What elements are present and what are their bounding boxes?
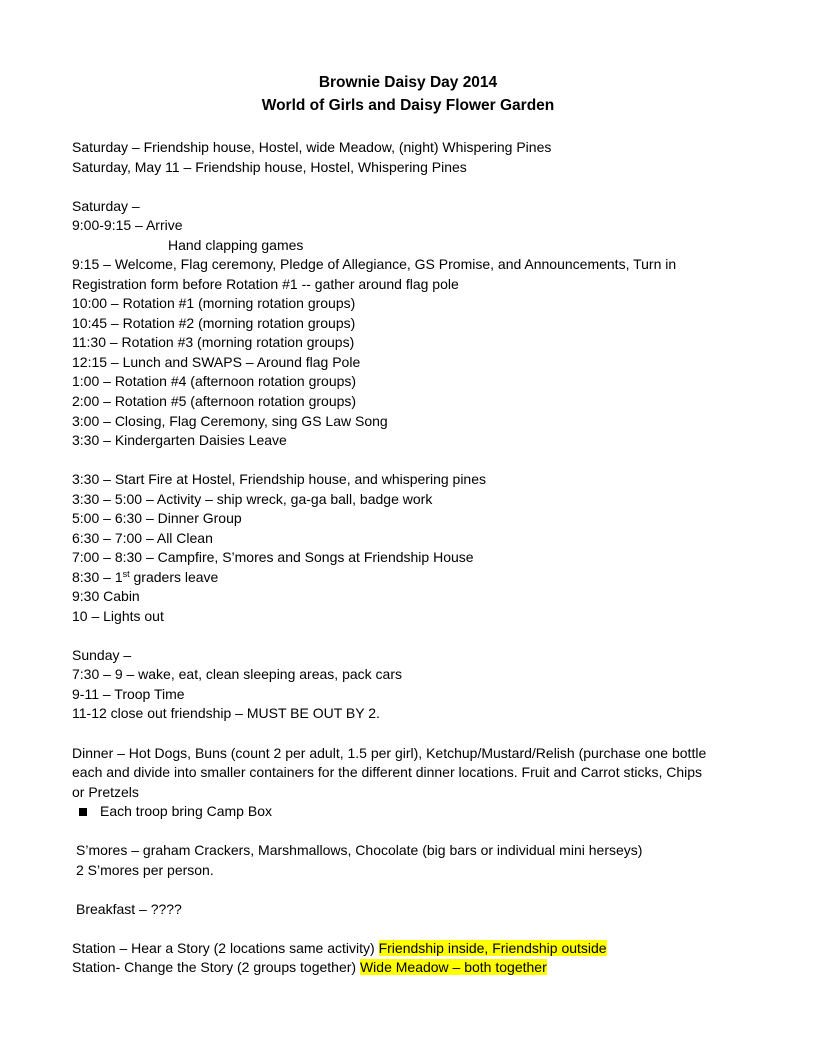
schedule-subitem-hand-clapping: Hand clapping games: [168, 237, 304, 253]
sunday-item: 9-11 – Troop Time: [72, 686, 185, 702]
station-location-highlight: Wide Meadow – both together: [359, 959, 547, 975]
schedule-item: 10:45 – Rotation #2 (morning rotation groups): [72, 315, 356, 331]
evening-item-first-graders: [72, 569, 218, 585]
schedule-item: 1:00 – Rotation #4 (afternoon rotation groups): [72, 373, 357, 389]
dinner-bullet-item: Each troop bring Camp Box: [100, 803, 272, 819]
smores-line: 2 S’mores per person.: [76, 862, 214, 878]
sunday-item: 11-12 close out friendship – MUST BE OUT BY 2.: [72, 705, 380, 721]
saturday-heading: Saturday –: [72, 198, 140, 214]
sunday-item: 7:30 – 9 – wake, eat, clean sleeping areas, pack cars: [72, 666, 402, 682]
schedule-item: 11:30 – Rotation #3 (morning rotation groups): [72, 334, 355, 350]
ordinal-suffix: st: [122, 569, 130, 579]
first-graders-prefix: 8:30 – 1: [72, 569, 123, 585]
schedule-item: 12:15 – Lunch and SWAPS – Around flag Pole: [72, 354, 361, 370]
intro-line: Saturday – Friendship house, Hostel, wide Meadow, (night) Whispering Pines: [72, 139, 552, 155]
evening-item: 6:30 – 7:00 – All Clean: [72, 530, 213, 546]
intro-line: Saturday, May 11 – Friendship house, Hostel, Whispering Pines: [72, 159, 467, 175]
square-bullet-icon: [79, 808, 87, 816]
station-text: Station – Hear a Story (2 locations same activity): [72, 940, 379, 956]
dinner-line: each and divide into smaller containers for the different dinner locations. Fruit and Carrot sticks, Chips: [72, 764, 703, 780]
evening-item: 3:30 – 5:00 – Activity – ship wreck, ga-ga ball, badge work: [72, 491, 433, 507]
breakfast-line: Breakfast – ????: [76, 901, 182, 917]
schedule-item: 10:00 – Rotation #1 (morning rotation groups): [72, 295, 356, 311]
schedule-item-arrive: 9:00-9:15 – Arrive: [72, 217, 183, 233]
station-location-highlight: Friendship inside, Friendship outside: [378, 940, 607, 956]
evening-item-lights-out: 10 – Lights out: [72, 608, 164, 624]
schedule-item: 3:30 – Kindergarten Daisies Leave: [72, 432, 287, 448]
schedule-item-welcome-continued: Registration form before Rotation #1 -- gather around flag pole: [72, 276, 459, 292]
first-graders-suffix: graders leave: [129, 569, 219, 585]
dinner-line: Dinner – Hot Dogs, Buns (count 2 per adult, 1.5 per girl), Ketchup/Mustard/Relish (purchase one bottle: [72, 745, 707, 761]
station-text: Station- Change the Story (2 groups together): [72, 959, 360, 975]
evening-item: 7:00 – 8:30 – Campfire, S’mores and Songs at Friendship House: [72, 549, 474, 565]
document-subtitle: World of Girls and Daisy Flower Garden: [261, 97, 555, 114]
dinner-line: or Pretzels: [72, 784, 139, 800]
evening-item: 5:00 – 6:30 – Dinner Group: [72, 510, 242, 526]
schedule-item: 2:00 – Rotation #5 (afternoon rotation groups): [72, 393, 357, 409]
evening-item: 3:30 – Start Fire at Hostel, Friendship house, and whispering pines: [72, 471, 487, 487]
station-line: [72, 959, 547, 975]
station-line: [72, 940, 607, 956]
document-title: Brownie Daisy Day 2014: [318, 74, 498, 91]
evening-item-cabin: 9:30 Cabin: [72, 588, 140, 604]
sunday-heading: Sunday –: [72, 647, 132, 663]
schedule-item: 3:00 – Closing, Flag Ceremony, sing GS Law Song: [72, 413, 388, 429]
smores-line: S’mores – graham Crackers, Marshmallows, Chocolate (big bars or individual mini herseys): [76, 842, 643, 858]
schedule-item-welcome: 9:15 – Welcome, Flag ceremony, Pledge of Allegiance, GS Promise, and Announcements, Turn in: [72, 256, 677, 272]
